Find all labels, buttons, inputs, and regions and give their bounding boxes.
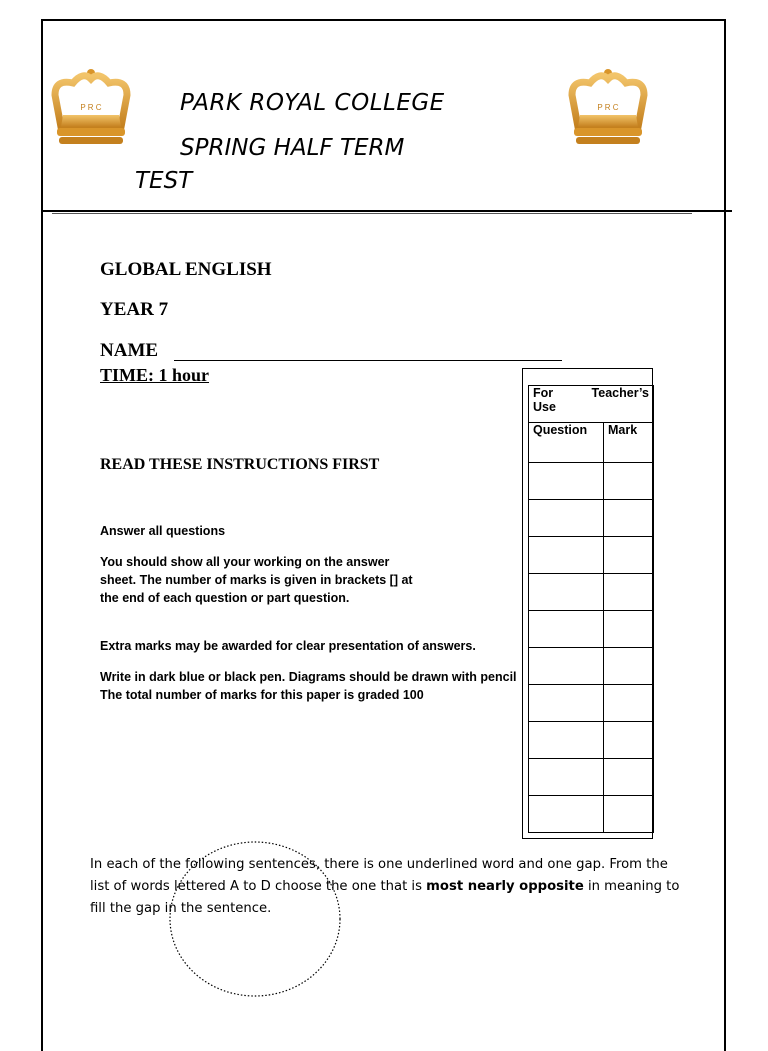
mark-cell[interactable] — [604, 722, 654, 759]
mark-table-row — [529, 796, 654, 833]
mark-cell[interactable] — [604, 574, 654, 611]
question-cell[interactable] — [529, 796, 604, 833]
college-name: PARK ROYAL COLLEGE — [180, 90, 445, 116]
table-column-headers — [529, 423, 654, 463]
question-column-header: Question — [529, 423, 604, 463]
teachers-label: Teacher’s — [591, 386, 649, 400]
question-cell[interactable] — [529, 685, 604, 722]
question-cell[interactable] — [529, 722, 604, 759]
year-heading: YEAR 7 — [100, 299, 169, 320]
use-label: Use — [533, 400, 556, 414]
header-divider-thin — [52, 213, 692, 214]
dotted-circle-mark — [168, 840, 342, 998]
mark-cell[interactable] — [604, 759, 654, 796]
question-cell[interactable] — [529, 463, 604, 500]
mark-table-row — [529, 537, 654, 574]
teacher-marks-table — [528, 385, 654, 833]
question-cell[interactable] — [529, 537, 604, 574]
mark-cell[interactable] — [604, 648, 654, 685]
mark-cell[interactable] — [604, 685, 654, 722]
crown-logo-right-icon — [564, 65, 652, 151]
instruction-4: Write in dark blue or black pen. Diagrams should be drawn with pencil The total number of marks for this paper is graded 100 — [100, 670, 517, 702]
section-emphasis: most nearly opposite — [426, 879, 584, 894]
mark-cell[interactable] — [604, 463, 654, 500]
mark-table-row — [529, 722, 654, 759]
instruction-3: Extra marks may be awarded for clear presentation of answers. — [100, 639, 476, 653]
mark-table-row — [529, 463, 654, 500]
test-title-line2: TEST — [135, 168, 193, 194]
mark-table-row — [529, 611, 654, 648]
mark-table-row — [529, 500, 654, 537]
section-text-start: In each of the following sentences, there is one underlined word and one gap. From the list of words lettered A to D choose the one that is — [90, 857, 668, 894]
time-label: TIME: 1 hour — [100, 365, 210, 385]
question-cell[interactable] — [529, 648, 604, 685]
test-title-line1: SPRING HALF TERM — [180, 135, 405, 161]
mark-table-row — [529, 574, 654, 611]
question-cell[interactable] — [529, 574, 604, 611]
question-cell[interactable] — [529, 759, 604, 796]
instruction-2: You should show all your working on the answer sheet. The number of marks is given in brackets [] at the end of each question or part question. — [100, 555, 413, 605]
instructions-heading: READ THESE INSTRUCTIONS FIRST — [100, 456, 380, 473]
name-answer-line[interactable] — [174, 360, 562, 361]
question-cell[interactable] — [529, 611, 604, 648]
header-divider — [41, 210, 732, 212]
mark-cell[interactable] — [604, 611, 654, 648]
name-label: NAME — [100, 340, 159, 361]
instruction-1: Answer all questions — [100, 524, 226, 538]
question-cell[interactable] — [529, 500, 604, 537]
mark-cell[interactable] — [604, 537, 654, 574]
for-label: For — [533, 386, 554, 400]
table-header-row — [529, 386, 654, 423]
teacher-use-cell — [529, 386, 654, 423]
mark-table-row — [529, 685, 654, 722]
mark-cell[interactable] — [604, 796, 654, 833]
crown-initials: P R C — [80, 103, 102, 112]
subject-heading: GLOBAL ENGLISH — [100, 259, 272, 280]
mark-cell[interactable] — [604, 500, 654, 537]
mark-column-header: Mark — [604, 423, 654, 463]
section-text-end: in meaning to fill the gap in the sentence. — [90, 879, 680, 916]
crown-initials: P R C — [597, 103, 619, 112]
mark-table-row — [529, 759, 654, 796]
mark-table-row — [529, 648, 654, 685]
crown-logo-left-icon — [47, 65, 135, 151]
